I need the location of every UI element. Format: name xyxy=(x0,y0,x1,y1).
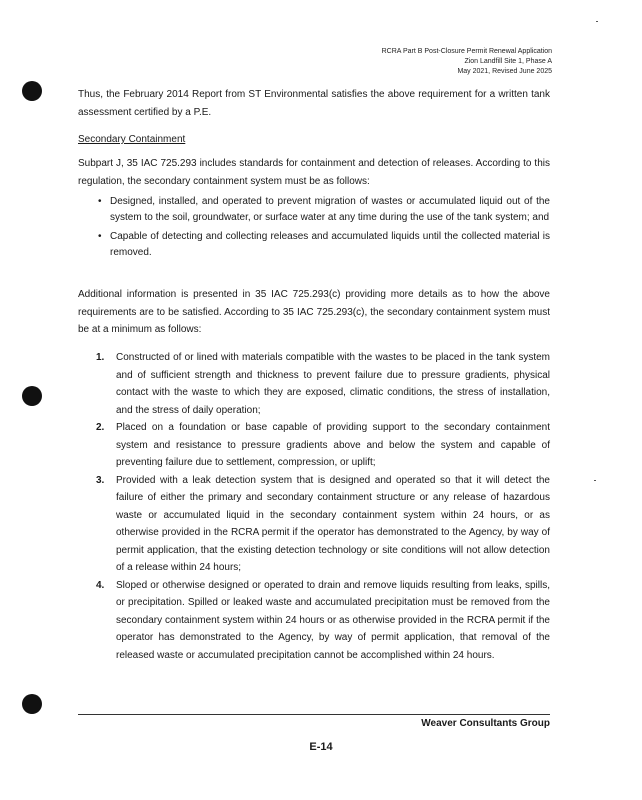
header-line-3: May 2021, Revised June 2025 xyxy=(457,68,552,75)
header-line-2: Zion Landfill Site 1, Phase A xyxy=(464,58,552,65)
item-text: Placed on a foundation or base capable of providing support to the secondary containment system and resistance to pressure gradients above and below the system and capable of preventing failure due to settlement, compression, or uplift; xyxy=(116,422,550,468)
paragraph-additional-info: Additional information is presented in 35 IAC 725.293(c) providing more details as to how the above requirements are to be satisfied. According to 35 IAC 725.293(c), the secondary containment system must be at a minimum as follows: xyxy=(78,289,550,335)
header-line-1: RCRA Part B Post-Closure Permit Renewal Application xyxy=(381,48,552,55)
bullet-text: Designed, installed, and operated to prevent migration of wastes or accumulated liquid out of the system to the soil, groundwater, or surface water at any time during the use of the tank system; and xyxy=(110,196,550,223)
punch-hole-middle xyxy=(22,386,42,406)
punch-hole-bottom xyxy=(22,694,42,714)
punch-hole-top xyxy=(22,81,42,101)
paragraph-subpart-j: Subpart J, 35 IAC 725.293 includes standards for containment and detection of releases. According to this regulation, the secondary containment system must be as follows: xyxy=(78,158,550,187)
item-number: 2. xyxy=(96,422,105,433)
list-item xyxy=(96,577,550,665)
list-item xyxy=(98,194,550,226)
numbered-list xyxy=(96,349,550,664)
item-number: 4. xyxy=(96,579,105,591)
page-number: E-14 xyxy=(309,741,333,753)
section-heading: Secondary Containment xyxy=(78,134,186,145)
scan-speck xyxy=(594,480,596,481)
item-text: Provided with a leak detection system that is designed and operated so that it will detect the failure of either the primary and secondary containment structure or any release of hazardous waste or accumulated liquid in the secondary containment system within 24 hours, or as otherwise provided in the RCRA permit if the operator has demonstrated to the Agency, by way of permit application, that the existing detection technology or site conditions will not allow detection of a release within 24 hours; xyxy=(116,474,550,573)
paragraph-tank-assessment: Thus, the February 2014 Report from ST Environmental satisfies the above requirement for a written tank assessment certified by a P.E. xyxy=(78,89,550,118)
running-header xyxy=(382,47,552,77)
footer-company-name: Weaver Consultants Group xyxy=(421,718,550,729)
footer-divider xyxy=(78,714,550,715)
list-item xyxy=(96,349,550,419)
item-text: Constructed of or lined with materials compatible with the wastes to be placed in the tank system and of sufficient strength and thickness to prevent failure due to pressure gradients, physical contact with the waste to which they are exposed, climatic conditions, the stress of installation, and the stress of daily operation; xyxy=(116,352,550,416)
list-item xyxy=(96,419,550,472)
item-text: Sloped or otherwise designed or operated to drain and remove liquids resulting from leaks, spills, or precipitation. Spilled or leaked waste and accumulated precipitation must be removed from the secondary containment system within 24 hours or as otherwise provided in the RCRA permit if the operator has demonstrated to the Agency, by way of permit application, that removal of the released waste or accumulated precipitation cannot be accomplished within 24 hours. xyxy=(116,579,550,661)
item-number: 3. xyxy=(96,474,105,486)
list-item xyxy=(98,229,550,261)
bullet-text: Capable of detecting and collecting releases and accumulated liquids until the collected material is removed. xyxy=(110,231,550,258)
bullet-icon: • xyxy=(98,196,102,207)
scan-speck xyxy=(596,21,598,22)
item-number: 1. xyxy=(96,352,105,363)
list-item xyxy=(96,472,550,577)
bullet-icon: • xyxy=(98,231,102,242)
bullet-list xyxy=(98,194,550,264)
